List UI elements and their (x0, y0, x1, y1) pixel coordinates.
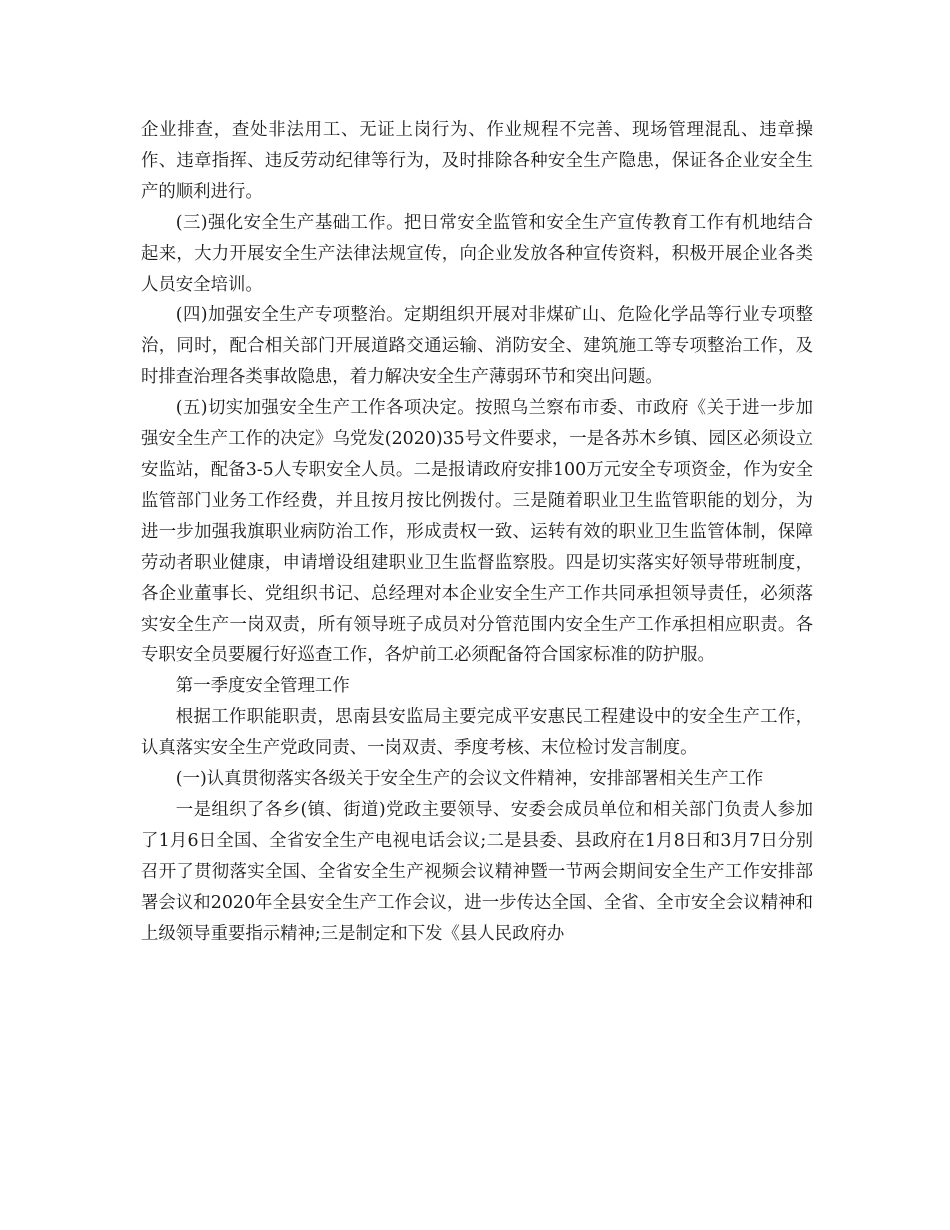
paragraph-details: 一是组织了各乡(镇、街道)党政主要领导、安委会成员单位和相关部门负责人参加了1月6日全国、全省安全生产电视电话会议;二是县委、县政府在1月8日和3月7日分别召开了贯彻落实全国、全省安全生产视频会议精神暨一节两会期间安全生产工作安排部署会议和2020年全县安全生产工作会议，进一步传达全国、全省、全市安全会议精神和上级领导重要指示精神;三是制定和下发《县人民政府办 (141, 799, 813, 944)
paragraph-continuation: 企业排查，查处非法用工、无证上岗行为、作业规程不完善、现场管理混乱、违章操作、违章指挥、违反劳动纪律等行为，及时排除各种安全生产隐患，保证各企业安全生产的顺利进行。 (141, 120, 813, 202)
document-body (141, 115, 813, 949)
paragraph-section-3: (三)强化安全生产基础工作。把日常安全监管和安全生产宣传教育工作有机地结合起来，大力开展安全生产法律法规宣传，向企业发放各种宣传资料，积极开展企业各类人员安全培训。 (141, 212, 813, 295)
paragraph-intro: 根据工作职能职责，思南县安监局主要完成平安惠民工程建设中的安全生产工作，认真落实安全生产党政同责、一岗双责、季度考核、末位检讨发言制度。 (141, 707, 813, 759)
paragraph-subheading-1: (一)认真贯彻落实各级关于安全生产的会议文件精神，安排部署相关生产工作 (175, 769, 764, 790)
paragraph-section-5: (五)切实加强安全生产工作各项决定。按照乌兰察布市委、市政府《关于进一步加强安全生产工作的决定》乌党发(2020)35号文件要求，一是各苏木乡镇、园区必须设立安监站，配备3-5人专职安全人员。二是报请政府安排100万元安全专项资金，作为安全监管部门业务工作经费，并且按月按比例拨付。三是随着职业卫生监管职能的划分，为进一步加强我旗职业病防治工作，形成责权一致、运转有效的职业卫生监管体制，保障劳动者职业健康，申请增设组建职业卫生监督监察股。四是切实落实好领导带班制度，各企业董事长、党组织书记、总经理对本企业安全生产工作共同承担领导责任，必须落实安全生产一岗双责，所有领导班子成员对分管范围内安全生产工作承担相应职责。各专职安全员要履行好巡查工作，各炉前工必须配备符合国家标准的防护服。 (141, 398, 813, 666)
paragraph-section-4: (四)加强安全生产专项整治。定期组织开展对非煤矿山、危险化学品等行业专项整治，同时，配合相关部门开展道路交通运输、消防安全、建筑施工等专项整治工作，及时排查治理各类事故隐患，着力解决安全生产薄弱环节和突出问题。 (141, 305, 813, 388)
section-heading: 第一季度安全管理工作 (175, 676, 350, 697)
